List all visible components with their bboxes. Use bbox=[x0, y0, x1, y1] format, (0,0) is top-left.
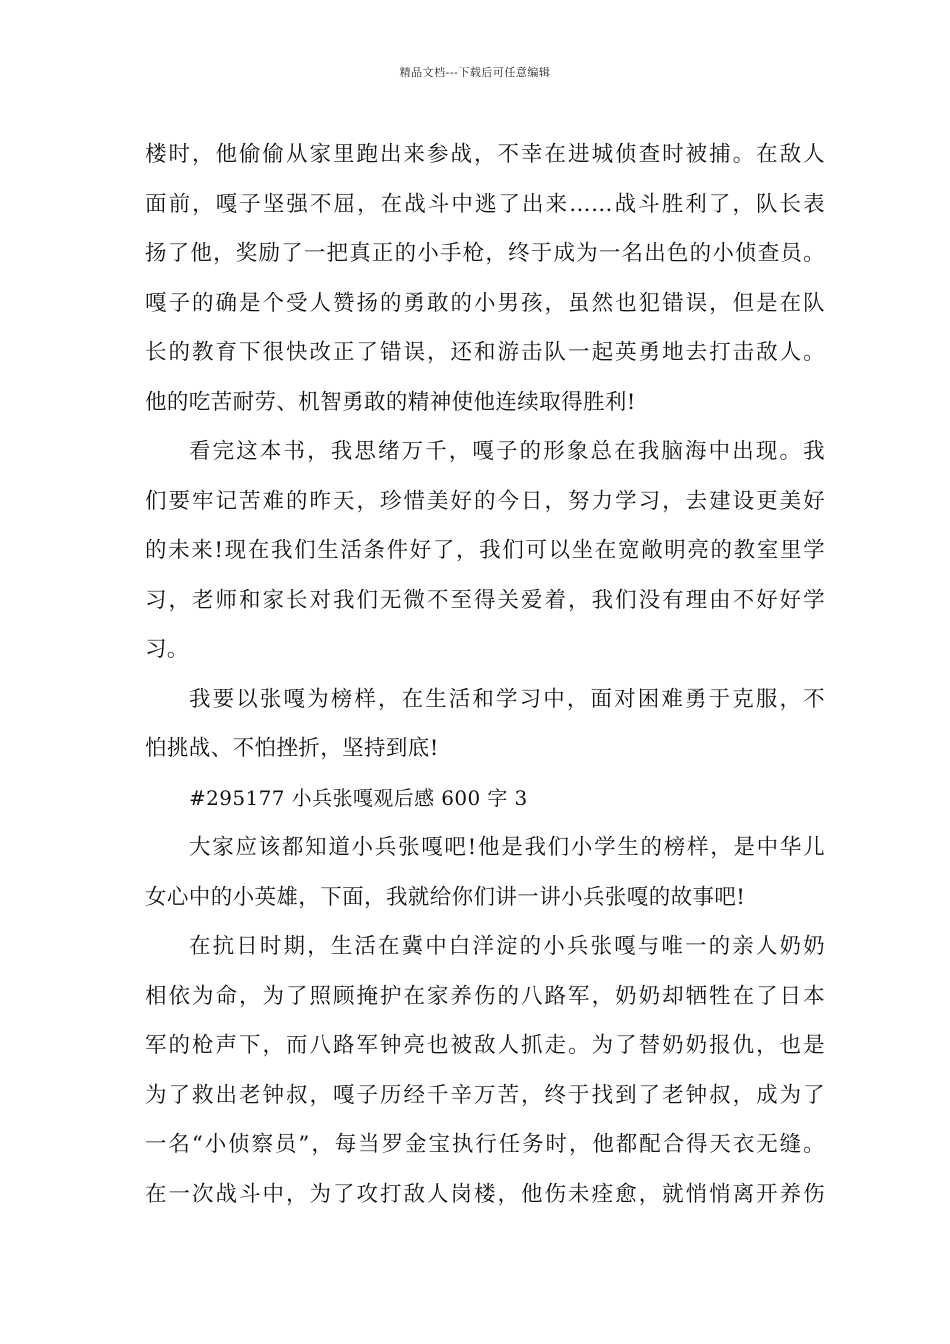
text-line: 楼时，他偷偷从家里跑出来参战，不幸在进城侦查时被捕。在敌人 bbox=[145, 142, 825, 167]
text-line: 为了救出老钟叔，嘎子历经千辛万苦，终于找到了老钟叔，成为了 bbox=[145, 1082, 825, 1108]
text-line: 嘎子的确是个受人赞扬的勇敢的小男孩，虽然也犯错误，但是在队 bbox=[145, 290, 825, 316]
text-line: 的未来!现在我们生活条件好了，我们可以坐在宽敞明亮的教室里学 bbox=[145, 538, 825, 563]
text-line: 们要牢记苦难的昨天，珍惜美好的今日，努力学习，去建设更美好 bbox=[145, 488, 825, 514]
text-line: 军的枪声下，而八路军钟亮也被敌人抓走。为了替奶奶报仇，也是 bbox=[145, 1033, 825, 1058]
text-line: 他的吃苦耐劳、机智勇敢的精神使他连续取得胜利! bbox=[145, 389, 636, 415]
section-title: #295177 小兵张嘎观后感 600 字 3 bbox=[189, 785, 528, 810]
text-line: 习，老师和家长对我们无微不至得关爱着，我们没有理由不好好学 bbox=[145, 587, 825, 613]
body-text bbox=[145, 130, 825, 1219]
paragraph-start-line: 大家应该都知道小兵张嘎吧!他是我们小学生的榜样，是中华儿 bbox=[189, 835, 825, 860]
text-line: 相依为命，为了照顾掩护在家养伤的八路军，奶奶却牺牲在了日本 bbox=[145, 983, 825, 1009]
paragraph-start-line: 看完这本书，我思绪万千，嘎子的形象总在我脑海中出现。我 bbox=[189, 439, 825, 464]
page-header: 精品文档---下载后可任意编辑 bbox=[399, 66, 551, 79]
text-line: 面前，嘎子坚强不屈，在战斗中逃了出来……战斗胜利了，队长表 bbox=[145, 191, 825, 217]
text-line: 女心中的小英雄，下面，我就给你们讲一讲小兵张嘎的故事吧! bbox=[145, 884, 746, 910]
paragraph-start-line: 在抗日时期，生活在冀中白洋淀的小兵张嘎与唯一的亲人奶奶 bbox=[189, 934, 825, 959]
text-line: 怕挑战、不怕挫折，坚持到底! bbox=[145, 736, 439, 761]
text-line: 一名“小侦察员”，每当罗金宝执行任务时，他都配合得天衣无缝。 bbox=[145, 1132, 825, 1157]
text-line: 扬了他，奖励了一把真正的小手枪，终于成为一名出色的小侦查员。 bbox=[145, 241, 825, 266]
text-line: 长的教育下很快改正了错误，还和游击队一起英勇地去打击敌人。 bbox=[145, 340, 825, 365]
text-line: 在一次战斗中，为了攻打敌人岗楼，他伤未痊愈，就悄悄离开养伤 bbox=[145, 1181, 825, 1207]
text-line: 习。 bbox=[145, 637, 189, 662]
paragraph-start-line: 我要以张嘎为榜样，在生活和学习中，面对困难勇于克服，不 bbox=[189, 686, 825, 712]
